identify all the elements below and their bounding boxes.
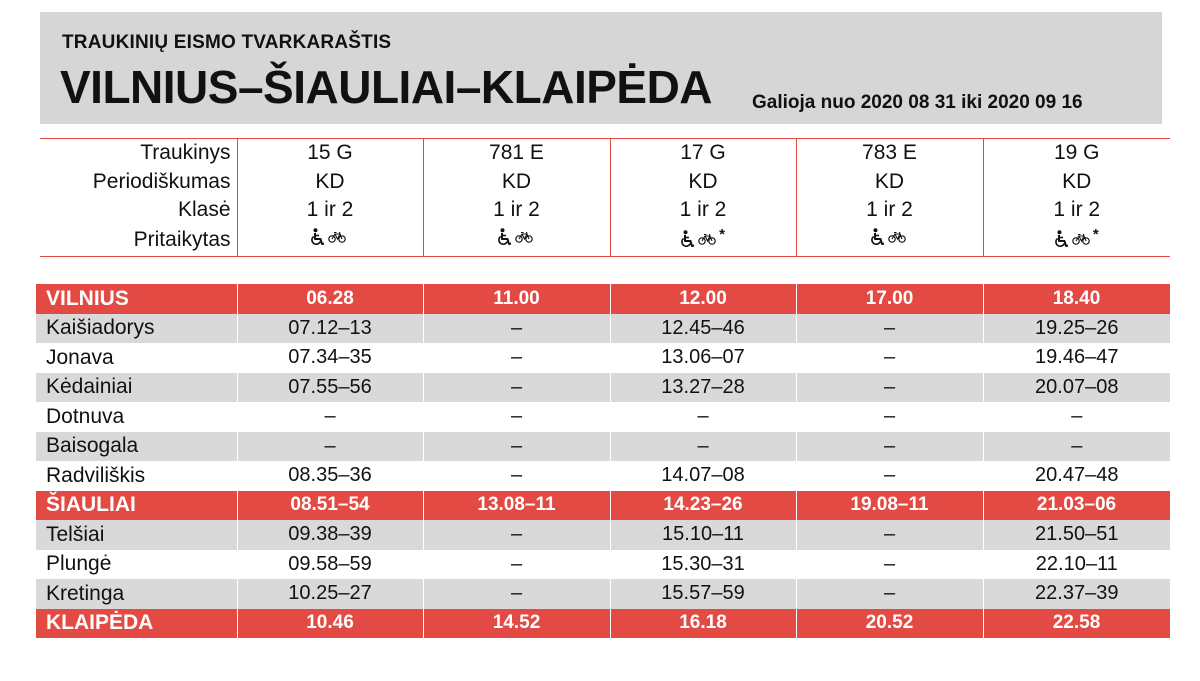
adapted-icons-cell bbox=[983, 225, 1170, 257]
wheelchair-icon bbox=[498, 228, 512, 246]
train-number: 17 G bbox=[610, 139, 796, 168]
time-cell: 09.58–59 bbox=[237, 550, 423, 580]
periodicity-value: KD bbox=[237, 168, 423, 197]
train-label: Traukinys bbox=[40, 139, 237, 168]
class-value: 1 ir 2 bbox=[796, 196, 983, 225]
bicycle-icon bbox=[888, 231, 906, 243]
station-name: ŠIAULIAI bbox=[36, 491, 237, 521]
station-name: VILNIUS bbox=[36, 284, 237, 314]
periodicity-value: KD bbox=[796, 168, 983, 197]
time-cell: 08.35–36 bbox=[237, 461, 423, 491]
periodicity-value: KD bbox=[610, 168, 796, 197]
accessibility-icons bbox=[1055, 225, 1099, 253]
time-cell: – bbox=[423, 314, 610, 344]
station-row bbox=[36, 314, 1170, 344]
wheelchair-icon bbox=[1055, 230, 1069, 248]
station-name: Radviliškis bbox=[36, 461, 237, 491]
time-cell: 10.25–27 bbox=[237, 579, 423, 609]
class-value: 1 ir 2 bbox=[983, 196, 1170, 225]
train-info-table bbox=[40, 138, 1170, 257]
time-cell: – bbox=[423, 550, 610, 580]
adapted-row bbox=[40, 225, 1170, 257]
class-row bbox=[40, 196, 1170, 225]
time-cell: – bbox=[796, 314, 983, 344]
time-cell: – bbox=[796, 343, 983, 373]
accessibility-icons bbox=[871, 228, 909, 246]
station-name: Jonava bbox=[36, 343, 237, 373]
time-cell: 18.40 bbox=[983, 284, 1170, 314]
station-row bbox=[36, 284, 1170, 314]
time-cell: – bbox=[610, 432, 796, 462]
bicycle-icon bbox=[698, 233, 716, 245]
time-cell: 15.30–31 bbox=[610, 550, 796, 580]
time-cell: 21.03–06 bbox=[983, 491, 1170, 521]
time-cell: 14.52 bbox=[423, 609, 610, 639]
bicycle-icon bbox=[328, 231, 346, 243]
time-cell: – bbox=[796, 579, 983, 609]
time-cell: 13.06–07 bbox=[610, 343, 796, 373]
class-value: 1 ir 2 bbox=[237, 196, 423, 225]
wheelchair-icon bbox=[311, 228, 325, 246]
time-cell: – bbox=[796, 402, 983, 432]
validity-period: Galioja nuo 2020 08 31 iki 2020 09 16 bbox=[752, 92, 1083, 113]
schedule-table bbox=[36, 284, 1171, 638]
train-number: 783 E bbox=[796, 139, 983, 168]
adapted-icons-cell bbox=[237, 225, 423, 257]
time-cell: 15.57–59 bbox=[610, 579, 796, 609]
time-cell: 20.47–48 bbox=[983, 461, 1170, 491]
adapted-icons-cell bbox=[796, 225, 983, 257]
time-cell: 10.46 bbox=[237, 609, 423, 639]
bicycle-icon bbox=[1072, 233, 1090, 245]
time-cell: 22.37–39 bbox=[983, 579, 1170, 609]
station-row bbox=[36, 461, 1170, 491]
adapted-icons-cell bbox=[610, 225, 796, 257]
time-cell: 14.07–08 bbox=[610, 461, 796, 491]
wheelchair-icon bbox=[871, 228, 885, 246]
time-cell: – bbox=[423, 432, 610, 462]
footnote-star: * bbox=[719, 225, 725, 243]
time-cell: 06.28 bbox=[237, 284, 423, 314]
time-cell: – bbox=[423, 402, 610, 432]
time-cell: 17.00 bbox=[796, 284, 983, 314]
station-name: Dotnuva bbox=[36, 402, 237, 432]
station-name: Kėdainiai bbox=[36, 373, 237, 403]
bicycle-icon bbox=[515, 231, 533, 243]
accessibility-icons bbox=[681, 225, 725, 253]
time-cell: 13.08–11 bbox=[423, 491, 610, 521]
class-value: 1 ir 2 bbox=[610, 196, 796, 225]
page-title: VILNIUS–ŠIAULIAI–KLAIPĖDA bbox=[60, 61, 713, 113]
time-cell: 19.08–11 bbox=[796, 491, 983, 521]
time-cell: – bbox=[423, 373, 610, 403]
station-name: Kretinga bbox=[36, 579, 237, 609]
class-label: Klasė bbox=[40, 196, 237, 225]
time-cell: – bbox=[983, 432, 1170, 462]
time-cell: 08.51–54 bbox=[237, 491, 423, 521]
station-row bbox=[36, 520, 1170, 550]
header-banner bbox=[40, 12, 1162, 124]
train-number-row bbox=[40, 139, 1170, 168]
station-name: Kaišiadorys bbox=[36, 314, 237, 344]
station-row bbox=[36, 491, 1170, 521]
station-name: Telšiai bbox=[36, 520, 237, 550]
time-cell: – bbox=[423, 520, 610, 550]
time-cell: 13.27–28 bbox=[610, 373, 796, 403]
periodicity-row bbox=[40, 168, 1170, 197]
station-row bbox=[36, 432, 1170, 462]
time-cell: 20.52 bbox=[796, 609, 983, 639]
station-name: Baisogala bbox=[36, 432, 237, 462]
station-name: Plungė bbox=[36, 550, 237, 580]
time-cell: – bbox=[796, 550, 983, 580]
time-cell: – bbox=[796, 373, 983, 403]
class-value: 1 ir 2 bbox=[423, 196, 610, 225]
time-cell: 14.23–26 bbox=[610, 491, 796, 521]
train-number: 781 E bbox=[423, 139, 610, 168]
adapted-label: Pritaikytas bbox=[40, 225, 237, 257]
accessibility-icons bbox=[311, 228, 349, 246]
time-cell: – bbox=[423, 343, 610, 373]
time-cell: 19.25–26 bbox=[983, 314, 1170, 344]
train-number: 19 G bbox=[983, 139, 1170, 168]
wheelchair-icon bbox=[681, 230, 695, 248]
time-cell: – bbox=[796, 432, 983, 462]
time-cell: – bbox=[423, 579, 610, 609]
train-number: 15 G bbox=[237, 139, 423, 168]
time-cell: 22.10–11 bbox=[983, 550, 1170, 580]
station-row bbox=[36, 609, 1170, 639]
time-cell: – bbox=[610, 402, 796, 432]
time-cell: – bbox=[423, 461, 610, 491]
time-cell: 07.12–13 bbox=[237, 314, 423, 344]
time-cell: – bbox=[983, 402, 1170, 432]
time-cell: – bbox=[796, 520, 983, 550]
time-cell: 16.18 bbox=[610, 609, 796, 639]
station-row bbox=[36, 373, 1170, 403]
time-cell: 07.34–35 bbox=[237, 343, 423, 373]
time-cell: 21.50–51 bbox=[983, 520, 1170, 550]
time-cell: 11.00 bbox=[423, 284, 610, 314]
time-cell: 19.46–47 bbox=[983, 343, 1170, 373]
periodicity-value: KD bbox=[423, 168, 610, 197]
time-cell: 12.45–46 bbox=[610, 314, 796, 344]
time-cell: 09.38–39 bbox=[237, 520, 423, 550]
station-row bbox=[36, 579, 1170, 609]
station-row bbox=[36, 402, 1170, 432]
page-subtitle: TRAUKINIŲ EISMO TVARKARAŠTIS bbox=[62, 32, 392, 53]
time-cell: – bbox=[796, 461, 983, 491]
time-cell: 15.10–11 bbox=[610, 520, 796, 550]
accessibility-icons bbox=[498, 228, 536, 246]
station-row bbox=[36, 343, 1170, 373]
time-cell: 07.55–56 bbox=[237, 373, 423, 403]
time-cell: 12.00 bbox=[610, 284, 796, 314]
time-cell: 20.07–08 bbox=[983, 373, 1170, 403]
station-name: KLAIPĖDA bbox=[36, 609, 237, 639]
time-cell: – bbox=[237, 432, 423, 462]
time-cell: – bbox=[237, 402, 423, 432]
footnote-star: * bbox=[1092, 225, 1099, 243]
periodicity-value: KD bbox=[983, 168, 1170, 197]
adapted-icons-cell bbox=[423, 225, 610, 257]
time-cell: 22.58 bbox=[983, 609, 1170, 639]
station-row bbox=[36, 550, 1170, 580]
periodicity-label: Periodiškumas bbox=[40, 168, 237, 197]
